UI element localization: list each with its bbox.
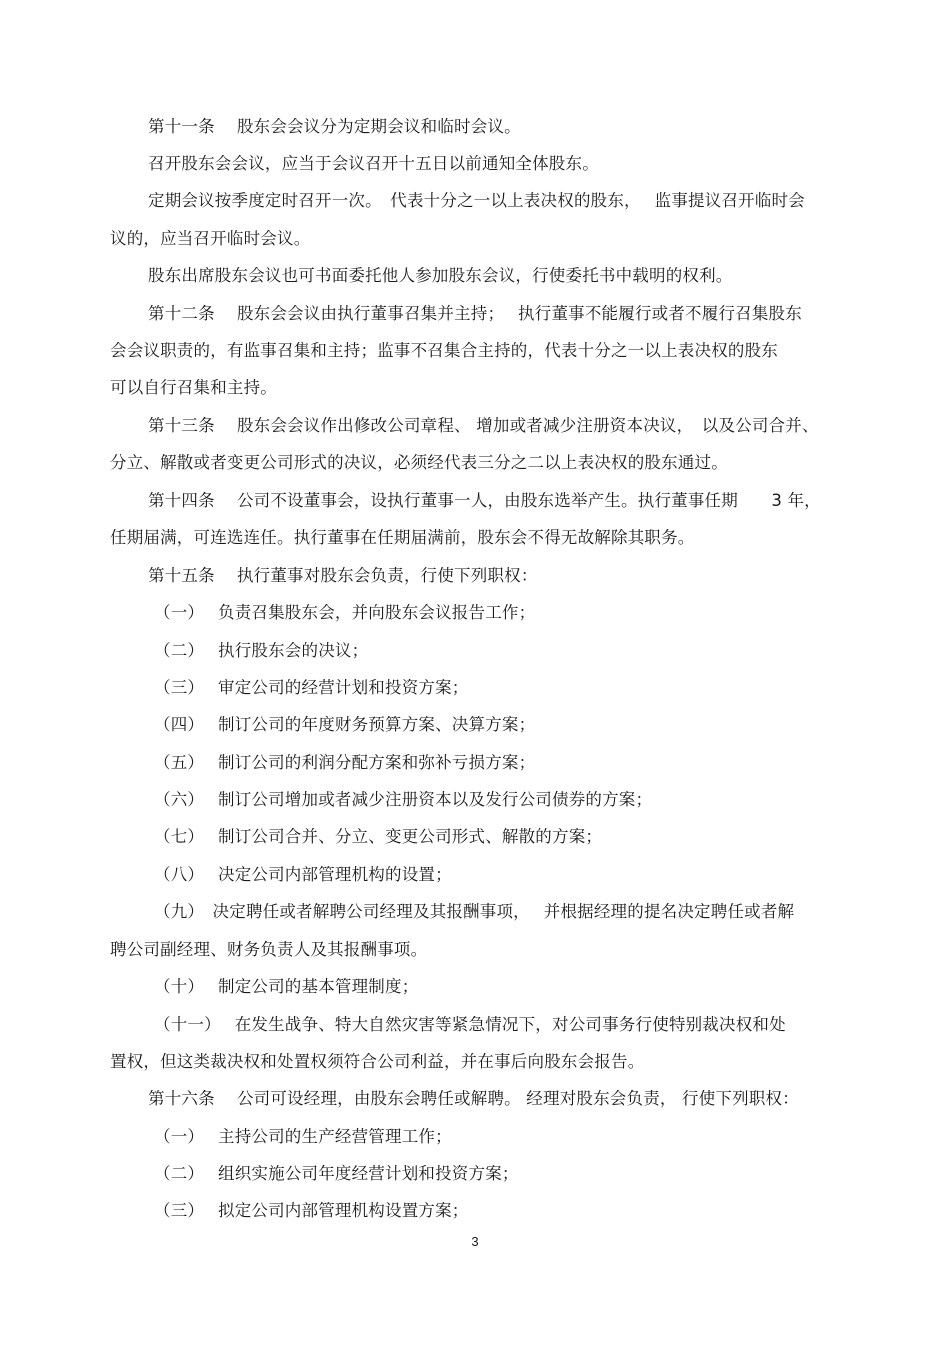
article-11-proxy: 股东出席股东会议也可书面委托他人参加股东会议，行使委托书中载明的权利。 (148, 266, 733, 285)
article-11-heading: 第十一条 股东会会议分为定期会议和临时会议。 (148, 117, 521, 136)
article-12-heading: 第十二条 股东会会议由执行董事召集并主持； 执行董事不能履行或者不履行召集股东 (148, 304, 802, 323)
article-13-cont: 分立、解散或者变更公司形式的决议，必须经代表三分之二以上表决权的股东通过。 (110, 453, 728, 472)
article-15-item-3: （三） 审定公司的经营计划和投资方案； (154, 678, 469, 697)
article-14-heading: 第十四条 公司不设董事会，设执行董事一人，由股东选举产生。执行董事任期 3 年， (148, 491, 821, 510)
article-14-cont: 任期届满，可连选连任。执行董事在任期届满前，股东会不得无故解除其职务。 (110, 528, 695, 547)
article-16-item-1: （一） 主持公司的生产经营管理工作； (154, 1127, 452, 1146)
article-16-item-2: （二） 组织实施公司年度经营计划和投资方案； (154, 1164, 519, 1183)
article-15-item-11: （十一） 在发生战争、特大自然灾害等紧急情况下，对公司事务行使特别裁决权和处 (154, 1015, 786, 1034)
article-15-item-2: （二） 执行股东会的决议； (154, 641, 369, 660)
article-12-cont-1: 会会议职责的，有监事召集和主持；监事不召集合主持的，代表十分之一以上表决权的股东 (110, 341, 778, 360)
page-number: 3 (471, 1234, 479, 1249)
article-11-notice: 召开股东会会议，应当于会议召开十五日以前通知全体股东。 (148, 154, 599, 173)
article-15-item-1: （一） 负责召集股东会，并向股东会议报告工作； (154, 603, 536, 622)
article-12-cont-2: 可以自行召集和主持。 (110, 378, 277, 397)
article-15-item-6: （六） 制订公司增加或者减少注册资本以及发行公司债券的方案； (154, 790, 653, 809)
article-15-heading: 第十五条 执行董事对股东会负责，行使下列职权： (148, 566, 538, 585)
article-16-heading: 第十六条 公司可设经理，由股东会聘任或解聘。 经理对股东会负责， 行使下列职权： (148, 1089, 799, 1108)
article-15-item-9-cont: 聘公司副经理、财务负责人及其报酬事项。 (110, 940, 428, 959)
article-15-item-7: （七） 制订公司合并、分立、变更公司形式、解散的方案； (154, 827, 603, 846)
article-15-item-5: （五） 制订公司的利润分配方案和弥补亏损方案； (154, 753, 536, 772)
article-11-regular-meeting: 定期会议按季度定时召开一次。 代表十分之一以上表决权的股东， 监事提议召开临时会 (148, 191, 805, 210)
article-15-item-10: （十） 制定公司的基本管理制度； (154, 977, 419, 996)
article-15-item-9: （九） 决定聘任或者解聘公司经理及其报酬事项， 并根据经理的提名决定聘任或者解 (154, 902, 795, 921)
article-11-regular-meeting-cont: 议的，应当召开临时会议。 (110, 229, 311, 248)
article-13-heading: 第十三条 股东会会议作出修改公司章程、 增加或者减少注册资本决议， 以及公司合并、 (148, 416, 819, 435)
article-15-item-4: （四） 制订公司的年度财务预算方案、决算方案； (154, 715, 536, 734)
article-16-item-3: （三） 拟定公司内部管理机构设置方案； (154, 1201, 469, 1220)
article-15-item-11-cont: 置权，但这类裁决权和处置权须符合公司利益，并在事后向股东会报告。 (110, 1052, 645, 1071)
article-15-item-8: （八） 决定公司内部管理机构的设置； (154, 865, 452, 884)
